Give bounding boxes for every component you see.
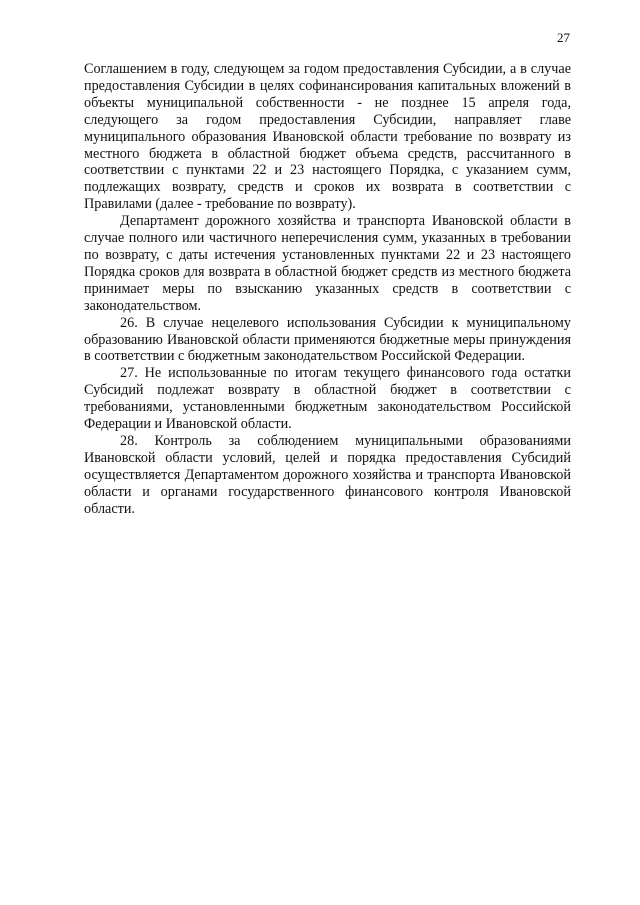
paragraph-27: 27. Не использованные по итогам текущего финансового года остатки Субсидий подлежат возврату в областной бюджет в соответствии с требованиями, установленными бюджетным законодательством Российской Федерации и Ивановской области. xyxy=(84,365,571,433)
document-body xyxy=(84,61,571,517)
paragraph-department-measures: Департамент дорожного хозяйства и транспорта Ивановской области в случае полного или частичного неперечисления сумм, указанных в требовании по возврату, с даты истечения установленных пунктами 22 и 23 настоящего Порядка сроков для возврата в областной бюджет средств из местного бюджета принимает меры по взысканию указанных средств в соответствии с законодательством. xyxy=(84,213,571,314)
paragraph-continuation: Соглашением в году, следующем за годом предоставления Субсидии, а в случае предоставления Субсидии в целях софинансирования капитальных вложений в объекты муниципальной собственности - не позднее 15 апреля года, следующего за годом предоставления Субсидии, направляет главе муниципального образования Ивановской области требование по возврату из местного бюджета в областной бюджет объема средств, рассчитанного в соответствии с пунктами 22 и 23 настоящего Порядка, с указанием сумм, подлежащих возврату, средств и сроков их возврата в соответствии с Правилами (далее - требование по возврату). xyxy=(84,61,571,213)
paragraph-28: 28. Контроль за соблюдением муниципальными образованиями Ивановской области условий, целей и порядка предоставления Субсидий осуществляется Департаментом дорожного хозяйства и транспорта Ивановской области и органами государственного финансового контроля Ивановской области. xyxy=(84,432,571,517)
paragraph-26: 26. В случае нецелевого использования Субсидии к муниципальному образованию Ивановской области применяются бюджетные меры принуждения в соответствии с бюджетным законодательством Российской Федерации. xyxy=(84,314,571,365)
page-number: 27 xyxy=(557,30,570,45)
